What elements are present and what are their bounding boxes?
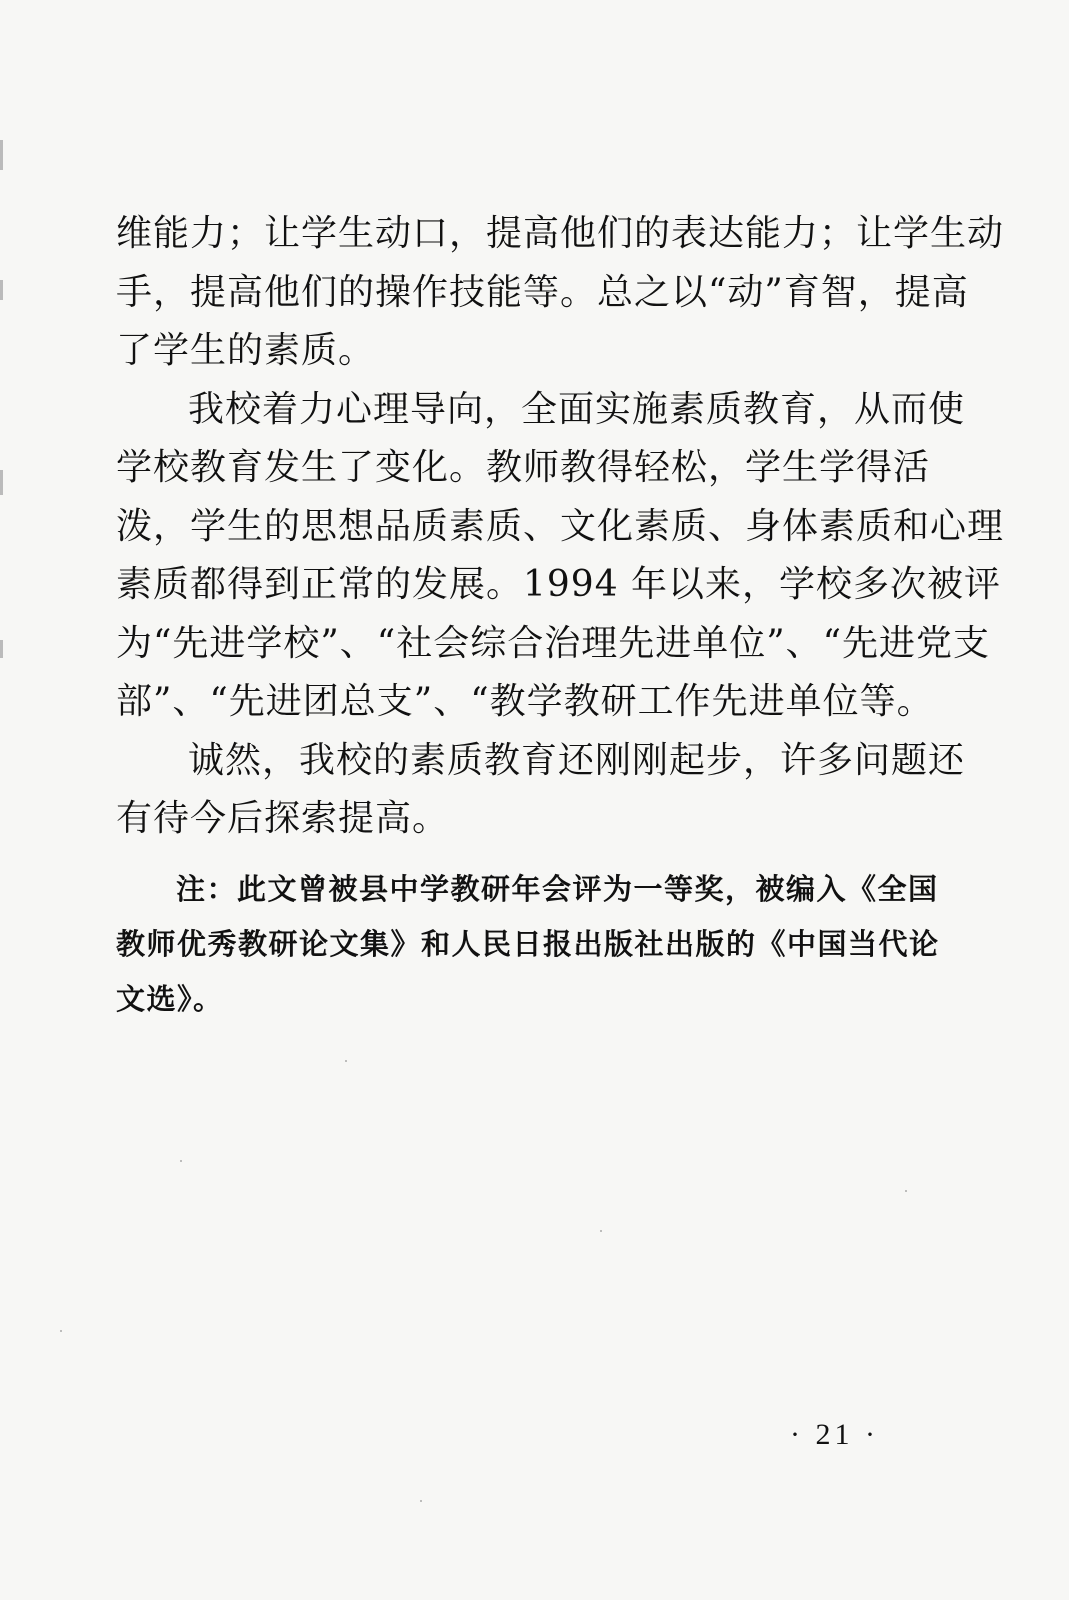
scan-speck [905, 1190, 907, 1192]
footnote-line: 教师优秀教研论文集》和人民日报出版社出版的《中国当代论 [116, 927, 940, 961]
body-line: 有待今后探索提高。 [116, 798, 450, 839]
page-number: · 21 · [790, 1418, 879, 1451]
body-line: 部”、“先进团总支”、“教学教研工作先进单位等。 [116, 681, 934, 722]
body-line: 维能力；让学生动口，提高他们的表达能力；让学生动 [116, 213, 1005, 254]
scan-speck [345, 1060, 347, 1062]
body-line: 手，提高他们的操作技能等。总之以“动”育智，提高 [116, 271, 969, 313]
body-line: 学校教育发生了变化。教师教得轻松，学生学得活 [116, 447, 931, 488]
footnote-line: 文选》。 [116, 982, 224, 1016]
body-line: 我校着力心理导向，全面实施素质教育，从而使 [188, 388, 966, 430]
scan-edge-mark [0, 470, 3, 495]
body-text [116, 205, 1005, 849]
body-line: 素质都得到正常的发展。1994 年以来，学校多次被评 [116, 564, 1002, 605]
scan-speck [180, 1160, 182, 1162]
body-line: 泼，学生的思想品质素质、文化素质、身体素质和心理 [116, 505, 1005, 547]
footnote-line: 注：此文曾被县中学教研年会评为一等奖，被编入《全国 [176, 872, 939, 906]
scan-edge-mark [0, 640, 3, 658]
scan-edge-mark [0, 140, 3, 170]
scan-speck [60, 1330, 62, 1332]
scan-edge-mark [0, 280, 3, 300]
body-line: 诚然，我校的素质教育还刚刚起步，许多问题还 [188, 739, 966, 781]
footnote [116, 862, 946, 1027]
scan-speck [600, 1230, 602, 1232]
body-line: 为“先进学校”、“社会综合治理先进单位”、“先进党支 [116, 622, 991, 664]
body-line: 了学生的素质。 [116, 330, 376, 371]
scan-speck [420, 1500, 422, 1502]
